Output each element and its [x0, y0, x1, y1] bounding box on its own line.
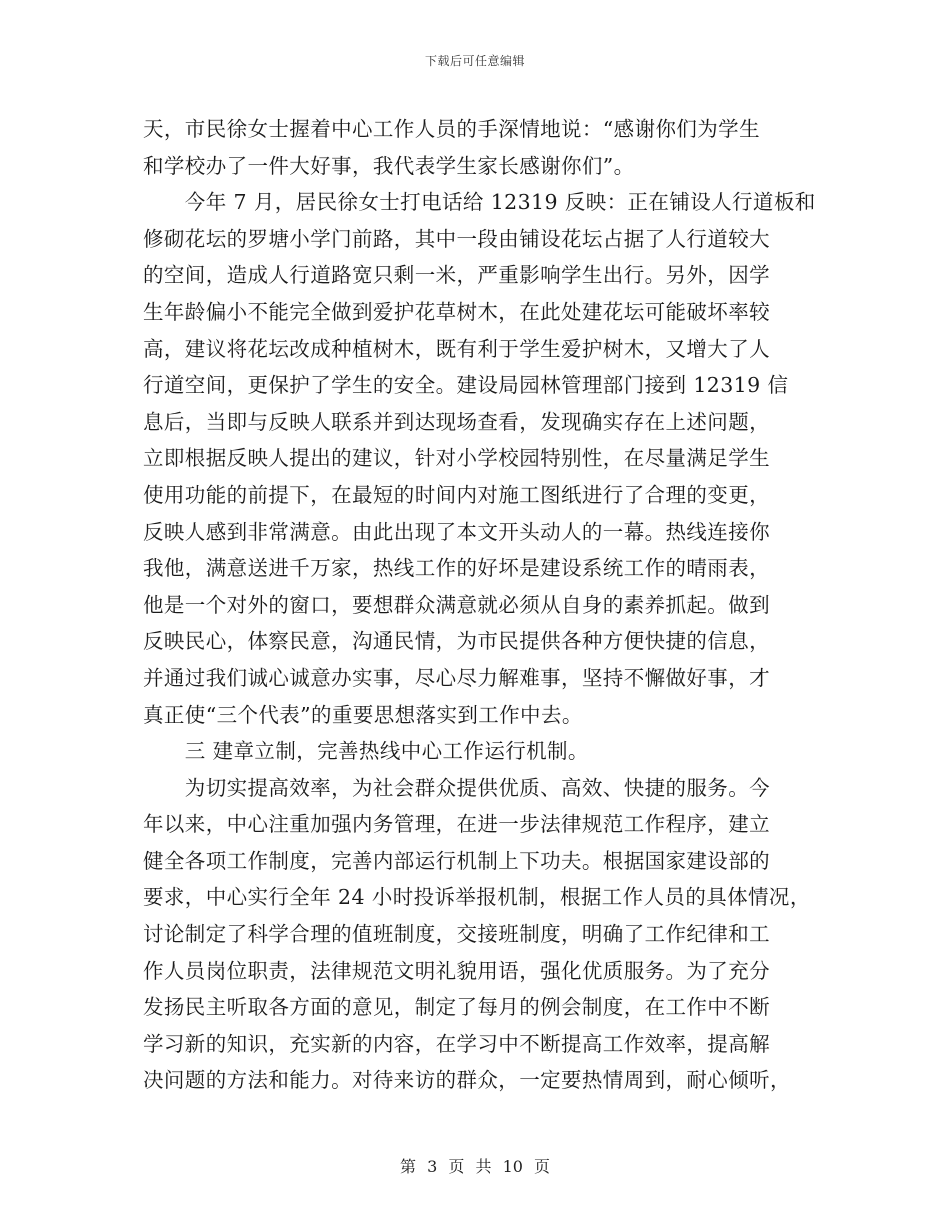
current-page-number: 3 — [427, 1157, 438, 1176]
body-line: 真正使“三个代表”的重要思想落实到工作中去。 — [143, 702, 583, 727]
body-line: 学习新的知识，充实新的内容，在学习中不断提高工作效率，提高解 — [143, 1031, 770, 1056]
body-line: 决问题的方法和能力。对待来访的群众，一定要热情周到，耐心倾听， — [143, 1068, 791, 1093]
body-line: 天，市民徐女士握着中心工作人员的手深情地说：“感谢你们为学生 — [143, 117, 760, 141]
body-line: 息后，当即与反映人联系并到达现场查看，发现确实存在上述问题， — [143, 409, 770, 434]
footer-page-word: 页 — [448, 1157, 465, 1176]
page-header-note: 下载后可任意编辑 — [424, 54, 525, 68]
section-heading: 三 建章立制，完善热线中心工作运行机制。 — [143, 739, 589, 764]
document-body — [143, 111, 823, 1099]
body-line: 作人员岗位职责，法律规范文明礼貌用语，强化优质服务。为了充分 — [143, 958, 770, 983]
body-line: 反映人感到非常满意。由此出现了本文开头动人的一幕。热线连接你 — [143, 519, 770, 544]
body-line: 要求，中心实行全年 24 小时投诉举报机制，根据工作人员的具体情况， — [143, 885, 811, 910]
body-line: 我他，满意送进千万家，热线工作的好坏是建设系统工作的晴雨表， — [143, 556, 770, 581]
body-line: 和学校办了一件大好事，我代表学生家长感谢你们”。 — [143, 153, 635, 178]
body-line: 立即根据反映人提出的建议，针对小学校园特别性，在尽量满足学生 — [143, 446, 770, 471]
body-line: 今年 7 月，居民徐女士打电话给 12319 反映：正在铺设人行道板和 — [143, 190, 816, 215]
body-line: 修砌花坛的罗塘小学门前路，其中一段由铺设花坛占据了人行道较大 — [143, 226, 770, 251]
body-line: 行道空间，更保护了学生的安全。建设局园林管理部门接到 12319 信 — [143, 373, 789, 398]
body-line: 使用功能的前提下，在最短的时间内对施工图纸进行了合理的变更， — [143, 482, 770, 507]
body-line: 发扬民主听取各方面的意见，制定了每月的例会制度，在工作中不断 — [143, 995, 770, 1020]
body-line: 反映民心，体察民意，沟通民情，为市民提供各种方便快捷的信息， — [143, 629, 770, 654]
body-line: 年以来，中心注重加强内务管理，在进一步法律规范工作程序，建立 — [143, 812, 770, 837]
body-line: 并通过我们诚心诚意办实事，尽心尽力解难事，坚持不懈做好事，才 — [143, 665, 770, 690]
footer-suffix: 页 — [534, 1157, 551, 1176]
page-footer — [0, 1154, 950, 1177]
body-line: 他是一个对外的窗口，要想群众满意就必须从自身的素养抓起。做到 — [143, 592, 770, 617]
body-line: 高，建议将花坛改成种植树木，既有利于学生爱护树木，又增大了人 — [143, 336, 770, 361]
body-line: 生年龄偏小不能完全做到爱护花草树木，在此处建花坛可能破坏率较 — [143, 299, 770, 324]
footer-total-word: 共 — [475, 1157, 492, 1176]
body-line: 的空间，造成人行道路宽只剩一米，严重影响学生出行。另外，因学 — [143, 263, 770, 288]
footer-prefix: 第 — [399, 1157, 416, 1176]
body-line: 讨论制定了科学合理的值班制度，交接班制度，明确了工作纪律和工 — [143, 922, 770, 947]
total-pages-number: 10 — [502, 1157, 523, 1176]
body-line: 为切实提高效率，为社会群众提供优质、高效、快捷的服务。今 — [143, 775, 770, 800]
body-line: 健全各项工作制度，完善内部运行机制上下功夫。根据国家建设部的 — [143, 848, 770, 873]
